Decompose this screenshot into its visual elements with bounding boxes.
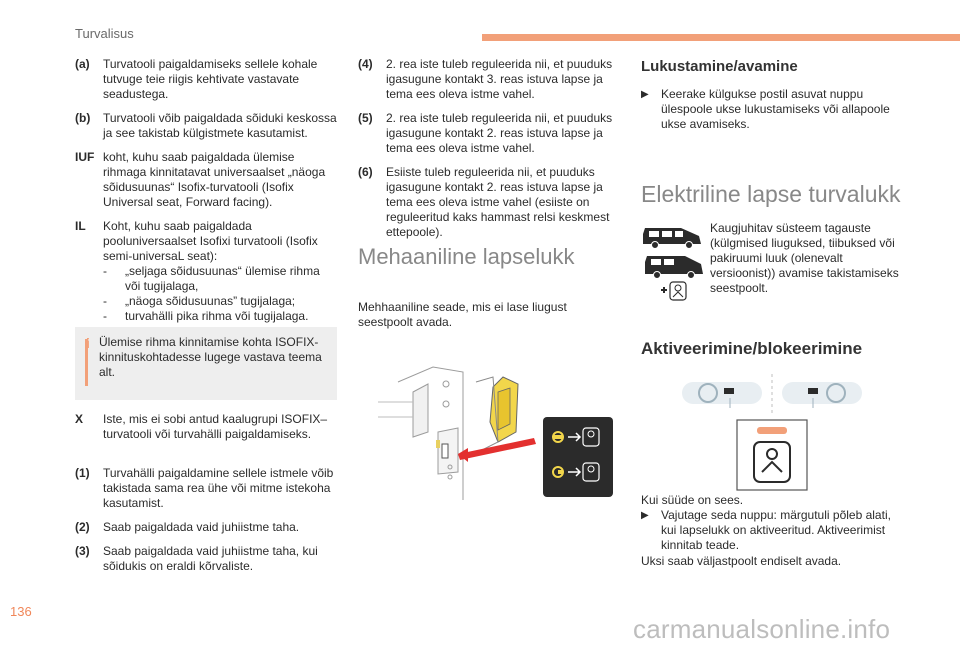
col1-list-x [75,412,337,451]
header-accent-bar [482,34,960,41]
activation-bullet [641,508,903,553]
activation-illustration-svg [680,372,870,492]
activation-title: Aktiveerimine/blokeerimine [641,339,863,358]
item-text: koht, kuhu saab paigaldada ülemise rihmaga kinnitatavat universaalset „näoga sõidusuunas“ Isofix-turvatooli (Isofix Universal seat, Forward facing). [103,150,326,209]
dash-line [103,294,337,309]
page-number: 136 [10,604,32,619]
mech-lock-text: Mehhaaniline seade, mis ei lase liugust seestpoolt avada. [358,300,567,329]
arrow-icon: ▶ [641,89,649,100]
item-key: (2) [75,520,90,534]
item-key: (3) [75,544,90,558]
item-key: X [75,412,84,426]
list-item-4 [358,57,620,102]
col2-list [358,57,620,249]
item-key: (5) [358,111,373,125]
activation-illustration [680,372,870,492]
item-key: IUF [75,150,95,164]
list-item-5 [358,111,620,156]
list-item-a [75,57,337,102]
item-text: Turvatooli paigaldamiseks sellele kohale tutvuge teie riigis kehtivate vastavate seadustega. [103,57,318,101]
vehicle-icons [641,222,705,302]
list-item-b [75,111,337,141]
item-text: Iste, mis ei sobi antud kaalugrupi ISOFIX–turvatooli või turvahälli paigaldamiseks. [103,412,328,441]
dash-mark: - [103,309,107,323]
list-item-3 [75,544,337,574]
item-text: Saab paigaldada vaid juhiistme taha. [103,520,300,534]
electric-lock-title: Elektriline lapse turvalukk [641,181,901,207]
item-text: 2. rea iste tuleb reguleerida nii, et puuduks igasugune kontakt 3. reas istuva lapse ja tema ees oleva istme vahel. [386,57,613,101]
item-key: (a) [75,57,90,71]
door-lock-illustration-svg [358,362,620,500]
item-key: (1) [75,466,90,480]
activation-bullet-text: Vajutage seda nuppu: märgutuli põleb alati, kui lapselukk on aktiveeritud. Aktiveerimist kinnitab teade. [661,508,891,552]
lock-bullet [641,87,903,132]
list-item-il [75,219,337,324]
activation-text-2: Uksi saab väljastpoolt endiselt avada. [641,554,842,568]
lock-bullet-text: Keerake külgukse postil asuvat nuppu ülespoole ukse lukustamiseks või allapoole ukse avamiseks. [661,87,890,131]
item-text: Turvatooli võib paigaldada sõiduki keskossa ja see takistab külgistmete kasutamist. [103,111,337,140]
section-header: Turvalisus [75,26,134,41]
item-text: Saab paigaldada vaid juhiistme taha, kui sõidukis on eraldi kõrvaliste. [103,544,318,573]
electric-lock-text: Kaugjuhitav süsteem tagauste (külgmised liuguksed, tiibuksed või pakiruumi luuk (olenevalt versioonist)) avamise takistamiseks seestpoolt. [710,221,899,295]
dash-mark: - [103,294,107,308]
item-text: 2. rea iste tuleb reguleerida nii, et puuduks igasugune kontakt 2. reas istuva lapse ja tema ees oleva istme vahel. [386,111,613,155]
arrow-icon: ▶ [641,510,649,521]
watermark: carmanualsonline.info [633,614,891,644]
item-key: IL [75,219,86,233]
dash-line [103,264,337,294]
info-icon: i [86,335,90,351]
item-text: Turvahälli paigaldamine sellele istmele võib takistada sama rea ühe või mitme istekoha kasutamist. [103,466,334,510]
dash-text: „näoga sõidusuunas” tugijalaga; [125,294,296,308]
list-item-6 [358,165,620,240]
item-key: (6) [358,165,373,179]
dash-text: „seljaga sõidusuunas“ ülemise rihma või tugijalaga, [125,264,320,293]
info-box [75,327,337,400]
col1-list-notes [75,466,337,583]
item-text: Esiiste tuleb reguleerida nii, et puuduks igasugune kontakt 2. reas istuva lapse ja tema ees oleva istme vahel (esiiste on reguleeritud kaks hammast relsi keskmest ettepoole). [386,165,610,239]
dash-mark: - [103,264,107,278]
item-key: (b) [75,111,91,125]
activation-text-1: Kui süüde on sees. [641,493,744,507]
vehicle-icons-svg [641,222,705,302]
item-key: (4) [358,57,373,71]
list-item-2 [75,520,337,535]
list-item-x [75,412,337,442]
door-lock-illustration [358,362,620,500]
list-item-1 [75,466,337,511]
info-text: Ülemise rihma kinnitamise kohta ISOFIX-kinnituskohtadesse lugege vastava teema alt. [99,335,322,379]
item-text: Koht, kuhu saab paigaldada pooluniversaalset Isofixi turvatooli (Isofix semi-universaL seat): [103,219,318,263]
list-item-iuf [75,150,337,210]
col1-list [75,57,337,333]
lock-unlock-title: Lukustamine/avamine [641,58,798,75]
mech-lock-title: Mehaaniline lapselukk [358,244,575,269]
dash-line [103,309,337,324]
item-body [103,219,337,324]
dash-text: turvahälli pika rihma või tugijalaga. [125,309,309,323]
